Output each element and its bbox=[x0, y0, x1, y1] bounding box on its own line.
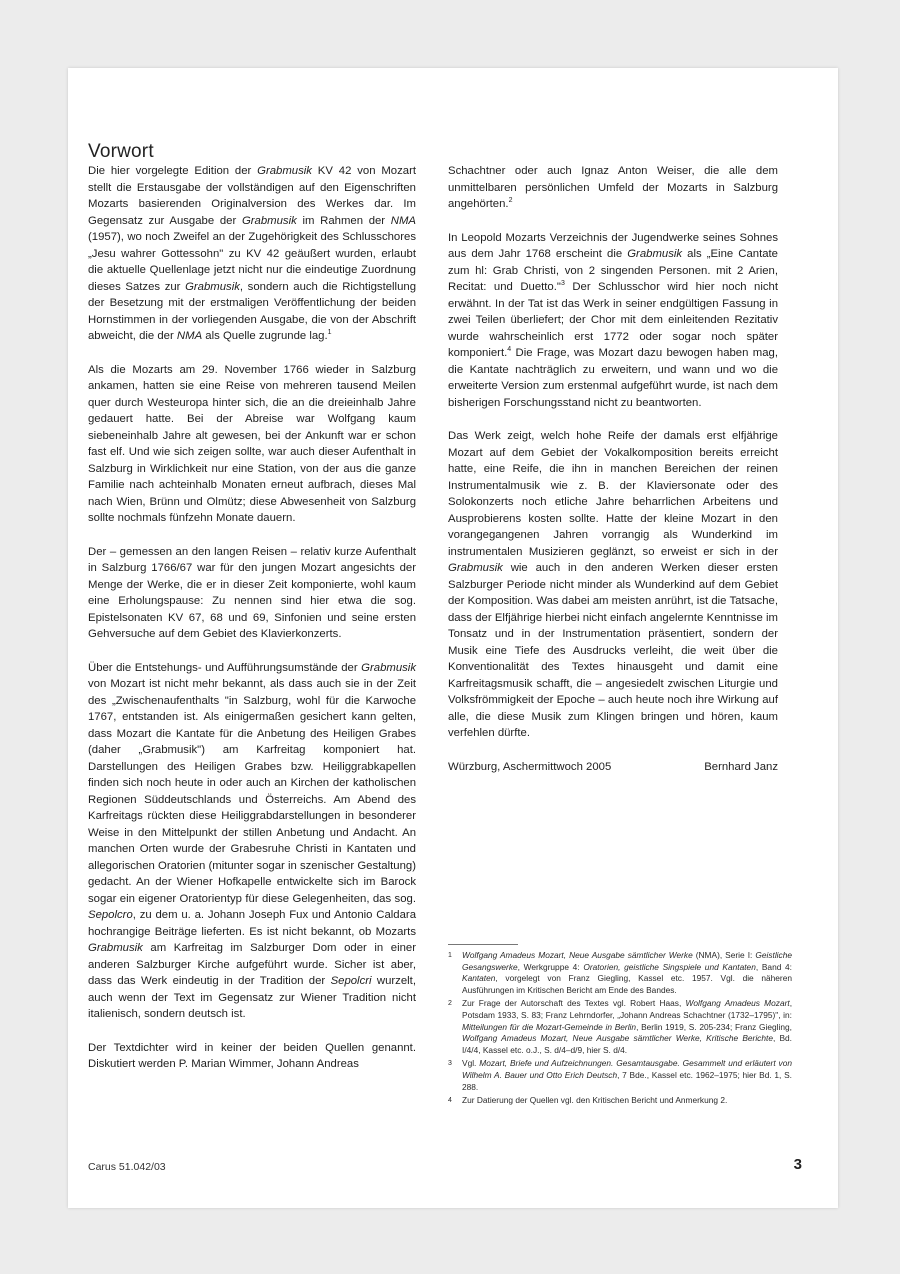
paragraph-librettist: Der Textdichter wird in keiner der beiden Quellen genannt. Diskutiert werden P. Marian Wimmer, Johann Andreas bbox=[88, 1041, 416, 1070]
right-column bbox=[448, 163, 778, 775]
page-title: Vorwort bbox=[88, 140, 154, 162]
paragraph-maturity: Das Werk zeigt, welch hohe Reife der damals erst elfjährige Mozart auf dem Gebiet der Vokalkomposition bereits erreicht hatte, eine Reife, die ihn in manchen Bereichen der reinen Instrumentalmusik wie z. B. der Klaviersonate oder des Solokonzerts noch etliche Jahre beharrlichen Arbeitens und Ausprobierens kosten sollte. Hatte der kleine Mozart in den vorangegangenen Jahren vorrangig als Wunderkind im instrumentalen Musizieren geglänzt, so erweist er sich in der Grabmusik wie auch in den anderen Werken dieser ersten Salzburger Periode nicht minder als Wunderkind auf dem Gebiet der Komposition. Was dabei am meisten anrührt, ist die Tatsache, dass der Elfjährige hierbei nicht einfach angelernte Kenntnisse im Tonsatz und in der Instrumentation präsentiert, sondern der Musik eine Tiefe des Ausdrucks verleiht, die weit über die Konventionalität des Textes hinausgeht und damit eine Karfreitagsmusik schafft, die – angesiedelt zwischen Liturgie und Volksfrömmigkeit der Epoche – auch heute noch ihre Wirkung auf alle, die diese Musik zum Klingen bringen und hören, kaum verfehlen dürfte. bbox=[448, 430, 778, 739]
footnote-4: 4 Zur Datierung der Quellen vgl. den Kritischen Bericht und Anmerkung 2. bbox=[448, 1095, 728, 1106]
footnote-ref[interactable]: 2 bbox=[508, 197, 513, 205]
author-name: Bernhard Janz bbox=[704, 760, 778, 773]
footnote-divider bbox=[448, 944, 518, 945]
paragraph-origins: Über die Entstehungs- und Aufführungsumstände der Grabmusik von Mozart ist nicht mehr bekannt, als dass auch sie in der Zeit des „Zwischenaufenthalts "in Salzburg, wohl für die Karwoche 1767, entstanden ist. Als einigermaßen gesichert kann gelten, dass Mozart die Kantate für die Anbetung des Heiligen Grabes (daher „Grabmusik") am Karfreitag komponiert hat. Darstellungen des Heiligen Grabes bzw. Heiliggrabkapellen finden sich noch heute in oder auch an Kirchen der katholischen Regionen Süddeutschlands und Österreichs. Am Abend des Karfreitags rückten diese Heiliggrabdarstellungen in besonderer Weise in den Mittelpunkt der stillen Anbetung und Andacht. An manchen Orten wurde der Grabesruhe Christi in Kantaten und allegorischen Oratorien (mitunter sogar in szenischer Gestaltung) gedacht. An der Wiener Hofkapelle entwickelte sich im Barock sogar ein eigener Oratorientyp für diese Gelegenheiten, das sog. Sepolcro, zu dem u. a. Johann Joseph Fux und Antonio Caldara hochrangige Beiträge lieferten. Es ist nicht bekannt, ob Mozarts Grabmusik am Karfreitag im Salzburger Dom oder in einer anderen Salzburger Kirche aufgeführt wurde. Sicher ist aber, dass das Werk eindeutig in der Tradition der Sepolcri wurzelt, auch wenn der Text im Gegensatz zur Wiener Tradition nicht italienisch, sondern deutsch ist. bbox=[88, 661, 416, 1020]
footnote-3: 3 Vgl. Mozart, Briefe und Aufzeichnungen. Gesamtausgabe. Gesammelt und erläutert von Wilhelm A. Bauer und Otto Erich Deutsch, 7 Bde., Kassel etc. 1962–1975; hier Bd. 1, S. 288. bbox=[448, 1058, 792, 1092]
footnote-number: 1 bbox=[448, 952, 452, 959]
footnote-number: 2 bbox=[448, 1000, 452, 1008]
signature-line bbox=[448, 759, 778, 776]
page-number: 3 bbox=[793, 1156, 802, 1173]
left-column bbox=[88, 163, 416, 1073]
place-date: Würzburg, Aschermittwoch 2005 bbox=[448, 760, 612, 773]
footnote-ref[interactable]: 4 bbox=[507, 346, 512, 354]
paragraph-stay: Der – gemessen an den langen Reisen – relativ kurze Aufenthalt in Salzburg 1766/67 war für den jungen Mozart angesichts der Menge der Werke, die er in dieser Zeit komponierte, wohl kaum eine Erholungspause: Zu nennen sind hier etwa die sog. Epistelsonaten KV 67, 68 und 69, Sinfonien und seine ersten Gehversuche auf dem Gebiet des Klavierkonzerts. bbox=[88, 545, 416, 640]
paragraph-travels: Als die Mozarts am 29. November 1766 wieder in Salzburg ankamen, hatten sie eine Reise von mehreren tausend Meilen quer durch Westeuropa hinter sich, die an die dreieinhalb Jahre gedauert hatte. Bei der Abreise war Wolfgang kaum siebeneinhalb Jahre alt gewesen, bei der Ankunft war er schon fast elf. Und wie sich zeigen sollte, war auch dieser Aufenthalt in Salzburg in Wirklichkeit nur eine Station, von der aus die ganze Familie nach achteinhalb Monaten erneut aufbrach, dieses Mal nach Wien, Brünn und Olmütz; diese Abwesenheit von Salzburg sollte nochmals fünfzehn Monate dauern. bbox=[88, 363, 416, 524]
footnote-number: 3 bbox=[448, 1060, 452, 1068]
footnote-2: 2 Zur Frage der Autorschaft des Textes vgl. Robert Haas, Wolfgang Amadeus Mozart, Potsdam 1933, S. 83; Franz Lehrndorfer, „Johann Andreas Schachtner (1732–1795)", in: Mitteilungen für die Mozart-Gemeinde in Berlin, Berlin 1919, S. 205-234; Franz Giegling, Wolfgang Amadeus Mozart, Neue Ausgabe sämtlicher Werke, Kritische Berichte, Bd. I/4/4, Kassel etc. o.J., S. d/4–d/9, hier S. d/4. bbox=[448, 998, 793, 1055]
footnote-number: 4 bbox=[448, 1097, 452, 1105]
paragraph-librettist-cont: Schachtner oder auch Ignaz Anton Weiser, die alle dem unmittelbaren persönlichen Umfeld der Mozarts in Salzburg angehörten.$^2$ bbox=[448, 165, 778, 210]
publisher-code: Carus 51.042/03 bbox=[88, 1161, 166, 1173]
footnote-ref[interactable]: 1 bbox=[327, 329, 332, 337]
paragraph-intro: Die hier vorgelegte Edition der Grabmusik KV 42 von Mozart stellt die Erstausgabe der vollständigen auf den Eigenschriften Mozarts basierenden Originalversion des Werkes dar. Im Gegensatz zur Ausgabe der Grabmusik im Rahmen der NMA (1957), wo noch Zweifel an der Zugehörigkeit des Schlusschores „Jesu wahrer Gottessohn" zu KV 42 geäußert wurden, erlaubt die aktuelle Quellenlage jetzt nicht nur die eindeutige Zuordnung dieses Satzes zur Grabmusik, sondern auch die Richtigstellung der Besetzung mit der erstmaligen Veröffentlichung der beiden Hornstimmen in der vorliegenden Ausgabe, die von der Abschrift abweicht, die der NMA als Quelle zugrunde lag.$^1$ bbox=[88, 165, 417, 342]
footnote-ref[interactable]: 3 bbox=[560, 280, 565, 288]
footnote-1: 1 Wolfgang Amadeus Mozart, Neue Ausgabe sämtlicher Werke (NMA), Serie I: Geistliche Gesangswerke, Werkgruppe 4: Oratorien, geistliche Singspiele und Kantaten, Band 4: Kantaten, vorgelegt von Franz Giegling, Kassel etc. 1957. Vgl. die näheren Ausführungen im Kritischen Bericht am Ende des Bandes. bbox=[448, 950, 793, 995]
footnotes bbox=[448, 950, 792, 1109]
document-page bbox=[68, 68, 838, 1208]
paragraph-catalogue: In Leopold Mozarts Verzeichnis der Jugendwerke seines Sohnes aus dem Jahr 1768 erscheint die Grabmusik als „Eine Cantate zum hl: Grab Christi, von 2 singenden Personen. mit 2 Arien, Recitat: und Duetto."$^3$ Der Schlusschor wird hier noch nicht erwähnt. In der Tat ist das Werk in seiner endgültigen Fassung in zwei Teilen überliefert; der Chor mit dem einleitenden Rezitativ wurde wahrscheinlich erst 1772 oder sogar noch später komponiert.$^4$ Die Frage, was Mozart dazu bewogen haben mag, die Kantate nachträglich zu erweitern, und wann und wo die erweiterte Version zum erstenmal aufgeführt wurde, ist nach dem bisherigen Forschungsstand nicht zu beantworten. bbox=[448, 231, 779, 409]
